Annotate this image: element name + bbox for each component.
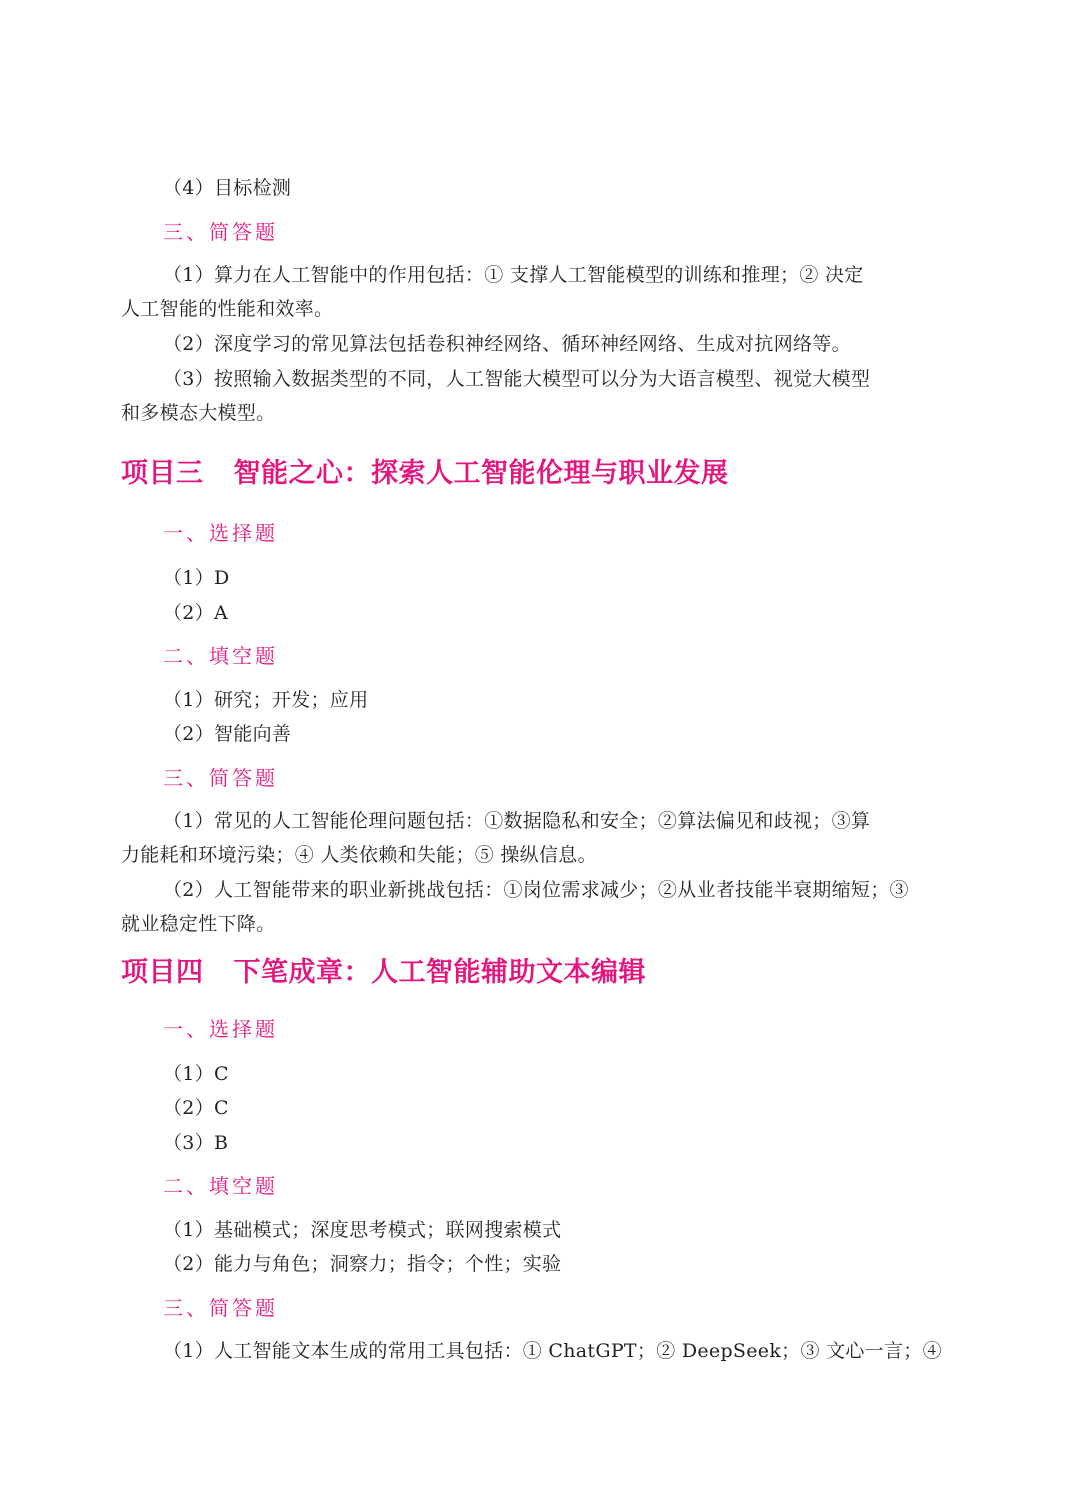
answer-item: （1）D (163, 567, 230, 589)
answer-item: （1）研究；开发；应用 (163, 689, 369, 711)
section-heading-multiple-choice: 一、选择题 (163, 1017, 278, 1041)
answer-paragraph-line: 人工智能的性能和效率。 (121, 298, 334, 320)
answer-item: （2）A (163, 602, 229, 624)
project-name: 智能之心：探索人工智能伦理与职业发展 (233, 458, 729, 489)
answer-paragraph-line: （1）常见的人工智能伦理问题包括：①数据隐私和安全；②算法偏见和歧视；③算 (163, 810, 871, 832)
answer-item: （2）智能向善 (163, 723, 292, 745)
answer-paragraph-line: （2）人工智能带来的职业新挑战包括：①岗位需求减少；②从业者技能半衰期缩短；③ (163, 879, 909, 901)
answer-paragraph-line: （1）人工智能文本生成的常用工具包括：① ChatGPT；② DeepSeek；③ 文心一言；④ (163, 1340, 942, 1362)
answer-paragraph-line: （2）深度学习的常见算法包括卷积神经网络、循环神经网络、生成对抗网络等。 (163, 333, 851, 355)
answer-paragraph-line: 就业稳定性下降。 (121, 913, 276, 935)
answer-paragraph-line: 力能耗和环境污染；④ 人类依赖和失能；⑤ 操纵信息。 (121, 844, 597, 866)
project-number: 项目四 (121, 957, 204, 988)
answer-paragraph-line: （1）算力在人工智能中的作用包括：① 支撑人工智能模型的训练和推理；② 决定 (163, 264, 864, 286)
answer-item: （1）基础模式；深度思考模式；联网搜索模式 (163, 1219, 562, 1241)
answer-paragraph-line: 和多模态大模型。 (121, 402, 276, 424)
project-number: 项目三 (121, 458, 204, 489)
section-heading-multiple-choice: 一、选择题 (163, 521, 278, 545)
section-heading-short-answer: 三、简答题 (163, 220, 278, 244)
project-title (121, 456, 729, 492)
answer-item: （4）目标检测 (163, 177, 292, 199)
section-heading-fill-blank: 二、填空题 (163, 1174, 278, 1198)
answer-item: （2）C (163, 1097, 229, 1119)
answer-item: （3）B (163, 1132, 229, 1154)
answer-paragraph-line: （3）按照输入数据类型的不同，人工智能大模型可以分为大语言模型、视觉大模型 (163, 368, 871, 390)
answer-item: （1）C (163, 1063, 229, 1085)
project-title (121, 955, 646, 991)
section-heading-short-answer: 三、简答题 (163, 766, 278, 790)
section-heading-fill-blank: 二、填空题 (163, 644, 278, 668)
project-name: 下笔成章：人工智能辅助文本编辑 (233, 957, 646, 988)
section-heading-short-answer: 三、简答题 (163, 1296, 278, 1320)
answer-item: （2）能力与角色；洞察力；指令；个性；实验 (163, 1253, 562, 1275)
